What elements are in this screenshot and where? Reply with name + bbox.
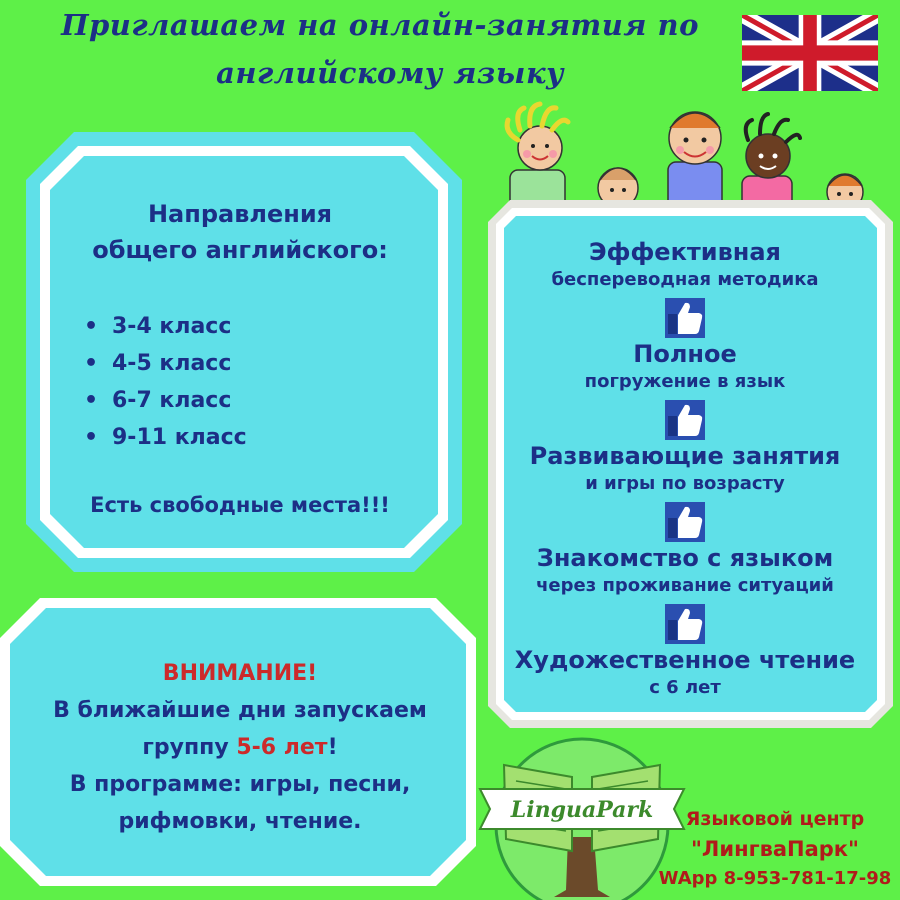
attention-line-3: В программе: игры, песни, xyxy=(69,772,411,797)
uk-flag-icon xyxy=(742,15,878,91)
attention-line-2 xyxy=(10,729,470,766)
free-seats-text: Есть свободные места!!! xyxy=(90,493,390,517)
center-name-line-1: Языковой центр xyxy=(685,808,865,830)
feature-title: Полное xyxy=(633,340,737,368)
feature-title: Развивающие занятия xyxy=(529,442,841,470)
feature-subtitle: и игры по возрасту xyxy=(585,473,785,494)
thumbs-up-icon xyxy=(665,604,705,644)
feature-title: Эффективная xyxy=(589,238,781,266)
feature-subtitle: через проживание ситуаций xyxy=(536,575,834,596)
grade-list xyxy=(84,308,247,456)
attention-line-2-post: ! xyxy=(327,735,338,760)
attention-block xyxy=(10,655,470,840)
feature-item xyxy=(505,338,865,394)
grade-item: • 4-5 класс xyxy=(84,345,247,382)
directions-heading-line-2: общего английского: xyxy=(92,236,388,264)
grade-item: • 9-11 класс xyxy=(84,419,247,456)
attention-label: ВНИМАНИЕ! xyxy=(162,661,318,686)
thumbs-up-icon xyxy=(665,400,705,440)
feature-item xyxy=(505,542,865,598)
feature-item xyxy=(505,236,865,292)
center-phone: WApp 8-953-781-17-98 xyxy=(658,868,892,889)
attention-age: 5-6 лет xyxy=(236,735,328,760)
title-line-1: Приглашаем на онлайн-занятия по xyxy=(61,8,699,42)
attention-line-2-pre: группу xyxy=(142,735,237,760)
grade-item: • 3-4 класс xyxy=(84,308,247,345)
feature-subtitle: беспереводная методика xyxy=(551,269,819,290)
logo-text: LinguaPark xyxy=(510,797,654,823)
feature-item xyxy=(505,644,865,700)
center-name-line-2: "ЛингваПарк" xyxy=(690,837,859,861)
grade-item: • 6-7 класс xyxy=(84,382,247,419)
directions-heading xyxy=(60,196,420,268)
title-line-2: английскому языку xyxy=(216,56,564,90)
directions-heading-line-1: Направления xyxy=(147,200,333,228)
attention-line-1: В ближайшие дни запускаем xyxy=(53,698,427,723)
feature-subtitle: с 6 лет xyxy=(649,677,721,698)
feature-item xyxy=(505,440,865,496)
thumbs-up-icon xyxy=(665,502,705,542)
thumbs-up-icon xyxy=(665,298,705,338)
feature-subtitle: погружение в язык xyxy=(584,371,786,392)
kids-illustration xyxy=(490,100,890,210)
center-info xyxy=(650,804,900,894)
feature-title: Художественное чтение xyxy=(514,646,856,674)
attention-line-4: рифмовки, чтение. xyxy=(118,809,362,834)
features-list xyxy=(505,236,865,700)
feature-title: Знакомство с языком xyxy=(536,544,834,572)
